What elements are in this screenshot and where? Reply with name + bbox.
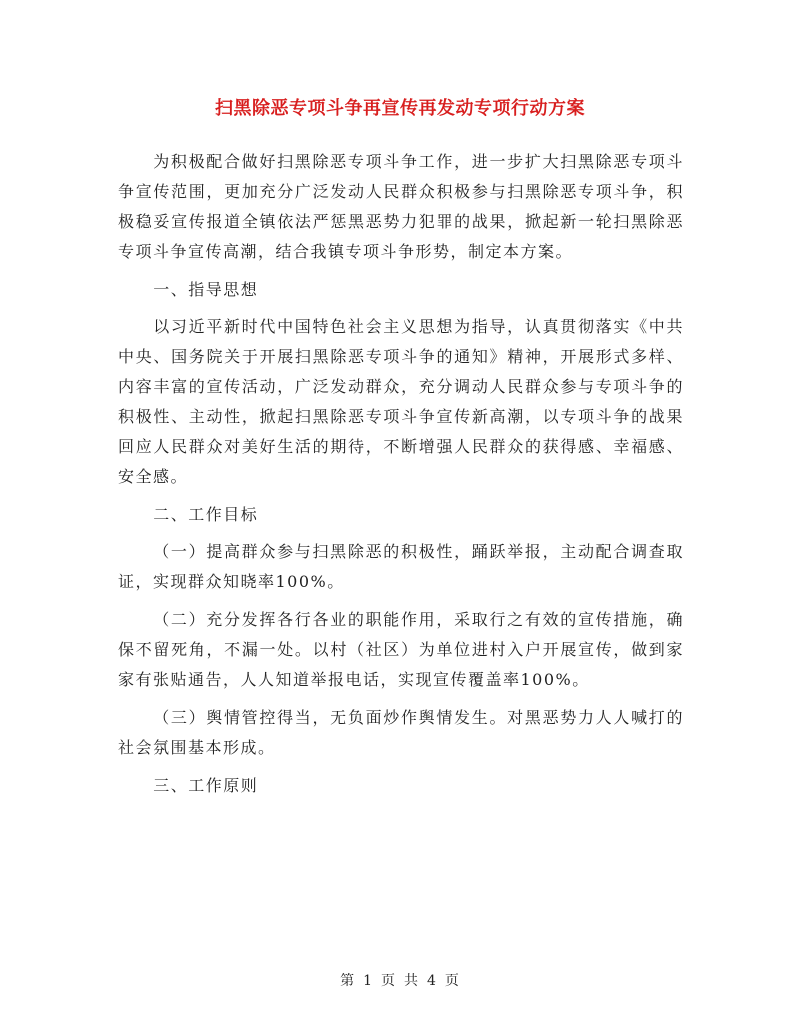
intro-paragraph: 为积极配合做好扫黑除恶专项斗争工作，进一步扩大扫黑除恶专项斗争宣传范围，更加充分广泛发动人民群众积极参与扫黑除恶专项斗争，积极稳妥宣传报道全镇依法严惩黑恶势力犯罪的战果，掀起新一轮扫黑除恶专项斗争宣传高潮，结合我镇专项斗争形势，制定本方案。 [118, 152, 684, 261]
guiding-thought-paragraph: 以习近平新时代中国特色社会主义思想为指导，认真贯彻落实《中共中央、国务院关于开展扫黑除恶专项斗争的通知》精神，开展形式多样、内容丰富的宣传活动，广泛发动群众，充分调动人民群众参与专项斗争的积极性、主动性，掀起扫黑除恶专项斗争宣传新高潮，以专项斗争的战果回应人民群众对美好生活的期待，不断增强人民群众的获得感、幸福感、安全感。 [118, 317, 684, 486]
document-title: 扫黑除恶专项斗争再宣传再发动专项行动方案 [215, 98, 585, 119]
work-goal-item-1: （一）提高群众参与扫黑除恶的积极性，踊跃举报，主动配合调查取证，实现群众知晓率100%。 [118, 542, 684, 591]
footer-current-page: 1 [363, 973, 373, 989]
footer-label-ye: 页 [381, 973, 396, 989]
section-heading-guiding-thought: 一、指导思想 [153, 280, 259, 299]
work-goal-item-3: （三）舆情管控得当，无负面炒作舆情发生。对黑恶势力人人喊打的社会氛围基本形成。 [118, 708, 684, 757]
document-body [118, 147, 684, 808]
footer-label-ye-end: 页 [444, 973, 460, 989]
section-heading-work-principles: 三、工作原则 [153, 776, 259, 795]
footer-total-pages: 4 [427, 973, 437, 989]
page-number-footer [0, 970, 800, 990]
footer-label-total: 共 [404, 973, 419, 989]
section-heading-work-goals: 二、工作目标 [153, 505, 259, 524]
footer-label-page: 第 [340, 973, 356, 989]
work-goal-item-2: （二）充分发挥各行各业的职能作用，采取行之有效的宣传措施，确保不留死角，不漏一处。以村（社区）为单位进村入户开展宣传，做到家家有张贴通告，人人知道举报电话，实现宣传覆盖率100%。 [118, 610, 684, 689]
